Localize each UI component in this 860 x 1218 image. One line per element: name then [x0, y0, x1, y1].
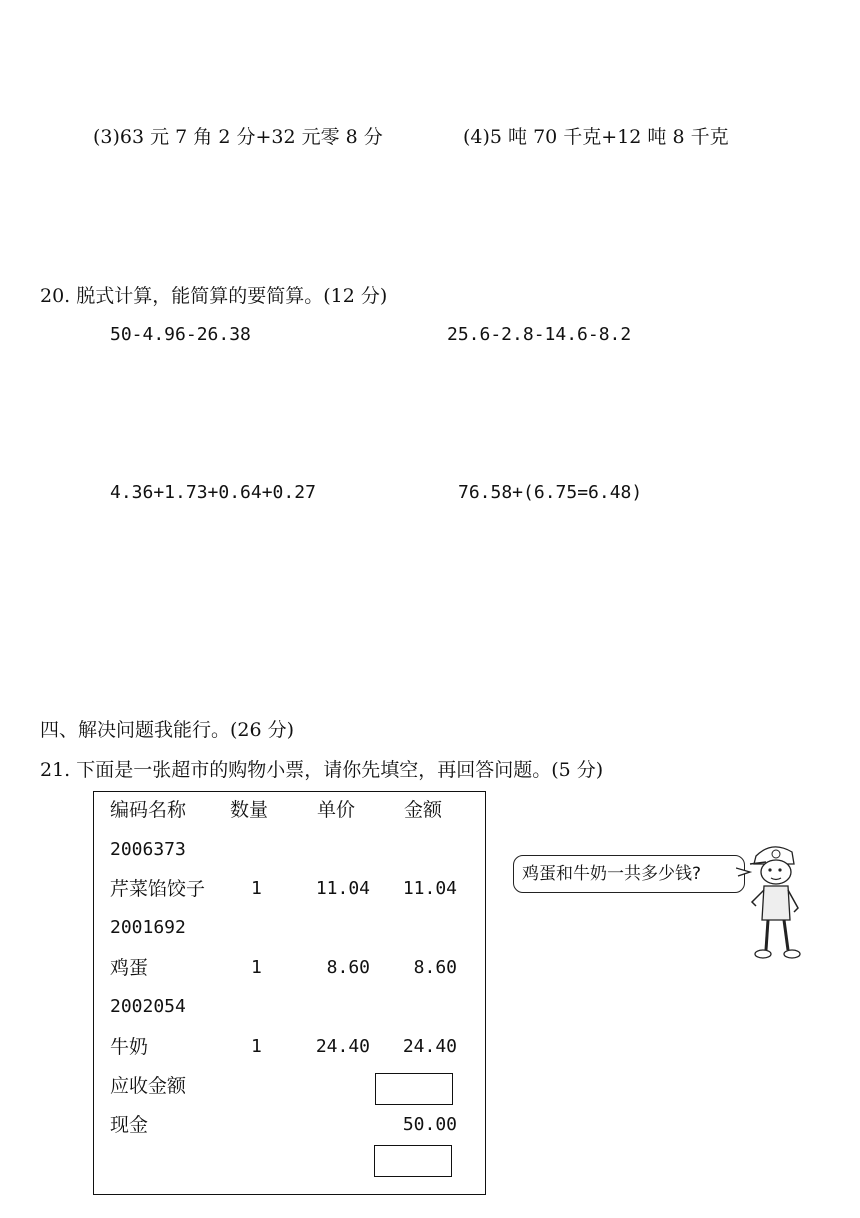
header-amount: 金额	[404, 799, 443, 821]
item-name: 牛奶	[110, 1036, 149, 1058]
item-amount: 11.04	[402, 878, 457, 899]
receivable-blank[interactable]	[375, 1073, 453, 1105]
item-price: 24.40	[315, 1036, 370, 1057]
cash-label: 现金	[110, 1114, 149, 1136]
item-price: 11.04	[315, 878, 370, 899]
item-amount: 8.60	[413, 957, 457, 978]
item-code: 2006373	[110, 839, 186, 860]
problem19-item4: (4)5 吨 70 千克+12 吨 8 千克	[463, 126, 729, 148]
change-blank[interactable]	[374, 1145, 452, 1177]
speech-text: 鸡蛋和牛奶一共多少钱?	[522, 864, 702, 884]
shopping-receipt	[93, 791, 486, 1195]
section4-title: 四、解决问题我能行。(26 分)	[40, 719, 295, 741]
header-quantity: 数量	[230, 799, 269, 821]
boy-illustration	[736, 838, 812, 962]
item-qty: 1	[251, 957, 262, 978]
problem21-title: 21. 下面是一张超市的购物小票，请你先填空，再回答问题。(5 分)	[40, 759, 604, 781]
header-unit-price: 单价	[317, 799, 356, 821]
expression-3: 4.36+1.73+0.64+0.27	[110, 482, 316, 503]
item-qty: 1	[251, 878, 262, 899]
item-name: 芹菜馅饺子	[110, 878, 206, 900]
item-code: 2001692	[110, 917, 186, 938]
item-code: 2002054	[110, 996, 186, 1017]
item-price: 8.60	[326, 957, 370, 978]
expression-2: 25.6-2.8-14.6-8.2	[447, 324, 632, 345]
item-amount: 24.40	[402, 1036, 457, 1057]
receivable-label: 应收金额	[110, 1075, 187, 1097]
cash-value: 50.00	[402, 1114, 457, 1135]
problem19-item3: (3)63 元 7 角 2 分+32 元零 8 分	[93, 126, 383, 148]
expression-4: 76.58+(6.75=6.48)	[458, 482, 643, 503]
speech-bubble	[513, 855, 745, 893]
header-code-name: 编码名称	[110, 799, 187, 821]
item-name: 鸡蛋	[110, 957, 149, 979]
expression-1: 50-4.96-26.38	[110, 324, 251, 345]
item-qty: 1	[251, 1036, 262, 1057]
problem20-title: 20. 脱式计算，能简算的要简算。(12 分)	[40, 285, 388, 307]
